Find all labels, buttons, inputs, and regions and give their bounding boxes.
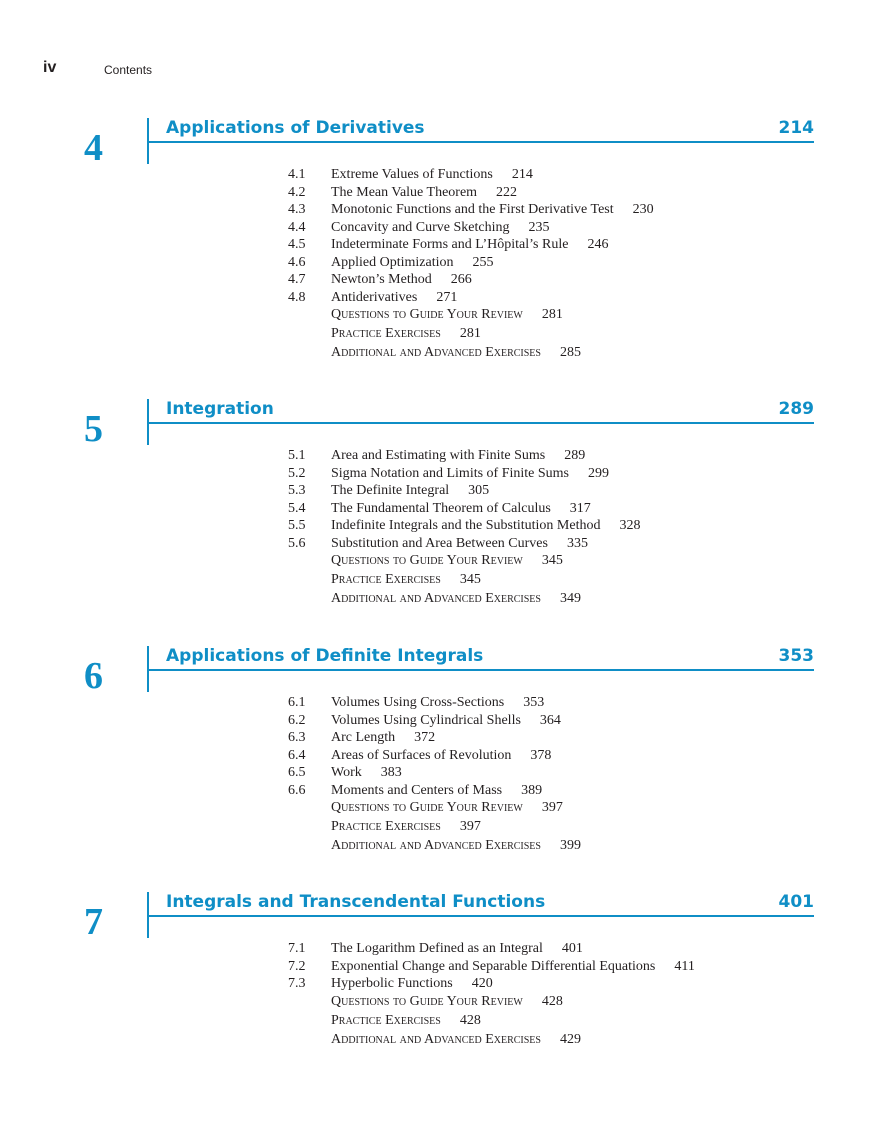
section-page-number: 389 bbox=[521, 782, 543, 798]
section-number: 6.4 bbox=[288, 747, 306, 763]
section-title: Sigma Notation and Limits of Finite Sums bbox=[331, 465, 569, 481]
section-page-number: 299 bbox=[588, 465, 609, 481]
section-title: Moments and Centers of Mass bbox=[331, 782, 503, 798]
review-title: Additional and Advanced Exercises bbox=[331, 1031, 541, 1047]
review-title: Additional and Advanced Exercises bbox=[331, 345, 541, 361]
section-title: The Mean Value Theorem bbox=[331, 184, 478, 200]
section-number: 5.4 bbox=[288, 500, 306, 516]
section-title: Areas of Surfaces of Revolution bbox=[331, 747, 512, 763]
section-number: 4.1 bbox=[288, 167, 306, 182]
section-title: The Definite Integral bbox=[331, 483, 450, 498]
chapter-number: 7 bbox=[84, 901, 103, 943]
section-page-number: 230 bbox=[632, 202, 654, 217]
review-title: Additional and Advanced Exercises bbox=[331, 838, 541, 854]
section-number: 4.7 bbox=[288, 272, 306, 287]
chapter-rule bbox=[147, 669, 814, 671]
section-number: 6.1 bbox=[288, 695, 306, 710]
chapter-rule bbox=[147, 422, 814, 424]
review-page-number: 428 bbox=[541, 993, 563, 1009]
section-number: 4.8 bbox=[288, 289, 306, 305]
section-title: Indefinite Integrals and the Substitution Method bbox=[331, 518, 601, 533]
section-page-number: 328 bbox=[619, 518, 641, 533]
section-number: 5.3 bbox=[288, 483, 306, 498]
section-title: Newton’s Method bbox=[331, 272, 432, 287]
section-title: Volumes Using Cross-Sections bbox=[331, 695, 505, 710]
section-title: Monotonic Functions and the First Derivative Test bbox=[331, 202, 614, 217]
chapter-number: 4 bbox=[84, 127, 103, 169]
section-page-number: 378 bbox=[530, 747, 552, 763]
section-title: Extreme Values of Functions bbox=[331, 167, 493, 182]
section-title: Work bbox=[331, 765, 362, 780]
section-number: 5.5 bbox=[288, 518, 306, 533]
section-number: 7.2 bbox=[288, 958, 306, 974]
chapter-page-number: 353 bbox=[778, 646, 814, 666]
section-number: 6.5 bbox=[288, 765, 306, 780]
section-page-number: 222 bbox=[496, 184, 518, 200]
section-page-number: 289 bbox=[564, 448, 586, 463]
section-title: Indeterminate Forms and L’Hôpital’s Rule bbox=[331, 237, 569, 252]
section-title: Exponential Change and Separable Differential Equations bbox=[331, 958, 656, 974]
section-page-number: 305 bbox=[468, 483, 490, 498]
section-title: Volumes Using Cylindrical Shells bbox=[331, 712, 521, 728]
review-title: Questions to Guide Your Review bbox=[331, 553, 523, 568]
review-page-number: 428 bbox=[459, 1012, 481, 1028]
review-title: Practice Exercises bbox=[331, 819, 441, 835]
section-number: 4.3 bbox=[288, 202, 306, 217]
review-page-number: 349 bbox=[559, 591, 581, 607]
review-page-number: 281 bbox=[541, 307, 563, 322]
review-page-number: 285 bbox=[559, 345, 581, 361]
section-title: Applied Optimization bbox=[331, 254, 454, 270]
chapter-title-link[interactable]: Applications of Derivatives bbox=[166, 118, 425, 138]
review-title: Questions to Guide Your Review bbox=[331, 800, 523, 815]
chapter-page-number: 289 bbox=[778, 399, 814, 419]
section-page-number: 335 bbox=[566, 535, 588, 551]
section-number: 5.6 bbox=[288, 535, 306, 551]
review-page-number: 345 bbox=[459, 572, 481, 588]
review-page-number: 397 bbox=[459, 819, 481, 835]
review-page-number: 281 bbox=[459, 326, 481, 342]
section-page-number: 235 bbox=[528, 219, 550, 235]
section-title: Hyperbolic Functions bbox=[331, 976, 453, 991]
chapter-number: 5 bbox=[84, 408, 103, 450]
section-page-number: 214 bbox=[511, 167, 533, 182]
review-title: Practice Exercises bbox=[331, 326, 441, 342]
review-page-number: 397 bbox=[541, 800, 563, 815]
section-page-number: 364 bbox=[539, 712, 561, 728]
section-number: 5.2 bbox=[288, 465, 306, 481]
section-page-number: 420 bbox=[471, 976, 493, 991]
section-number: 6.6 bbox=[288, 782, 306, 798]
section-title: Concavity and Curve Sketching bbox=[331, 219, 510, 235]
review-title: Questions to Guide Your Review bbox=[331, 993, 523, 1009]
review-title: Questions to Guide Your Review bbox=[331, 307, 523, 322]
section-title: The Fundamental Theorem of Calculus bbox=[331, 500, 551, 516]
chapter-title-link[interactable]: Integrals and Transcendental Functions bbox=[166, 892, 546, 912]
section-number: 6.2 bbox=[288, 712, 306, 728]
section-title: Arc Length bbox=[331, 730, 396, 745]
section-title: The Logarithm Defined as an Integral bbox=[331, 941, 543, 956]
chapter-page-number: 401 bbox=[778, 892, 814, 912]
section-number: 4.2 bbox=[288, 184, 306, 200]
review-title: Additional and Advanced Exercises bbox=[331, 591, 541, 607]
page-folio: iv bbox=[43, 59, 57, 76]
section-number: 4.4 bbox=[288, 219, 306, 235]
section-number: 7.1 bbox=[288, 941, 306, 956]
review-page-number: 399 bbox=[559, 838, 581, 854]
section-page-number: 383 bbox=[380, 765, 402, 780]
running-title: Contents bbox=[104, 63, 153, 77]
section-page-number: 401 bbox=[561, 941, 583, 956]
section-title: Substitution and Area Between Curves bbox=[331, 535, 548, 551]
chapter-title-link[interactable]: Integration bbox=[166, 399, 274, 419]
section-page-number: 255 bbox=[472, 254, 494, 270]
section-title: Antiderivatives bbox=[331, 289, 418, 305]
section-number: 5.1 bbox=[288, 448, 306, 463]
section-page-number: 411 bbox=[674, 958, 695, 974]
section-title: Area and Estimating with Finite Sums bbox=[331, 448, 546, 463]
chapter-number: 6 bbox=[84, 655, 103, 697]
section-page-number: 271 bbox=[436, 289, 458, 305]
review-page-number: 429 bbox=[559, 1031, 581, 1047]
section-number: 6.3 bbox=[288, 730, 306, 745]
section-number: 7.3 bbox=[288, 976, 306, 991]
section-page-number: 317 bbox=[569, 500, 591, 516]
section-page-number: 246 bbox=[587, 237, 609, 252]
chapter-rule bbox=[147, 141, 814, 143]
review-title: Practice Exercises bbox=[331, 1012, 441, 1028]
chapter-title-link[interactable]: Applications of Definite Integrals bbox=[166, 646, 484, 666]
chapter-rule bbox=[147, 915, 814, 917]
chapter-page-number: 214 bbox=[778, 118, 814, 138]
section-number: 4.6 bbox=[288, 254, 306, 270]
section-page-number: 266 bbox=[450, 272, 472, 287]
section-number: 4.5 bbox=[288, 237, 306, 252]
section-page-number: 353 bbox=[523, 695, 545, 710]
review-page-number: 345 bbox=[541, 553, 563, 568]
review-title: Practice Exercises bbox=[331, 572, 441, 588]
section-page-number: 372 bbox=[414, 730, 436, 745]
